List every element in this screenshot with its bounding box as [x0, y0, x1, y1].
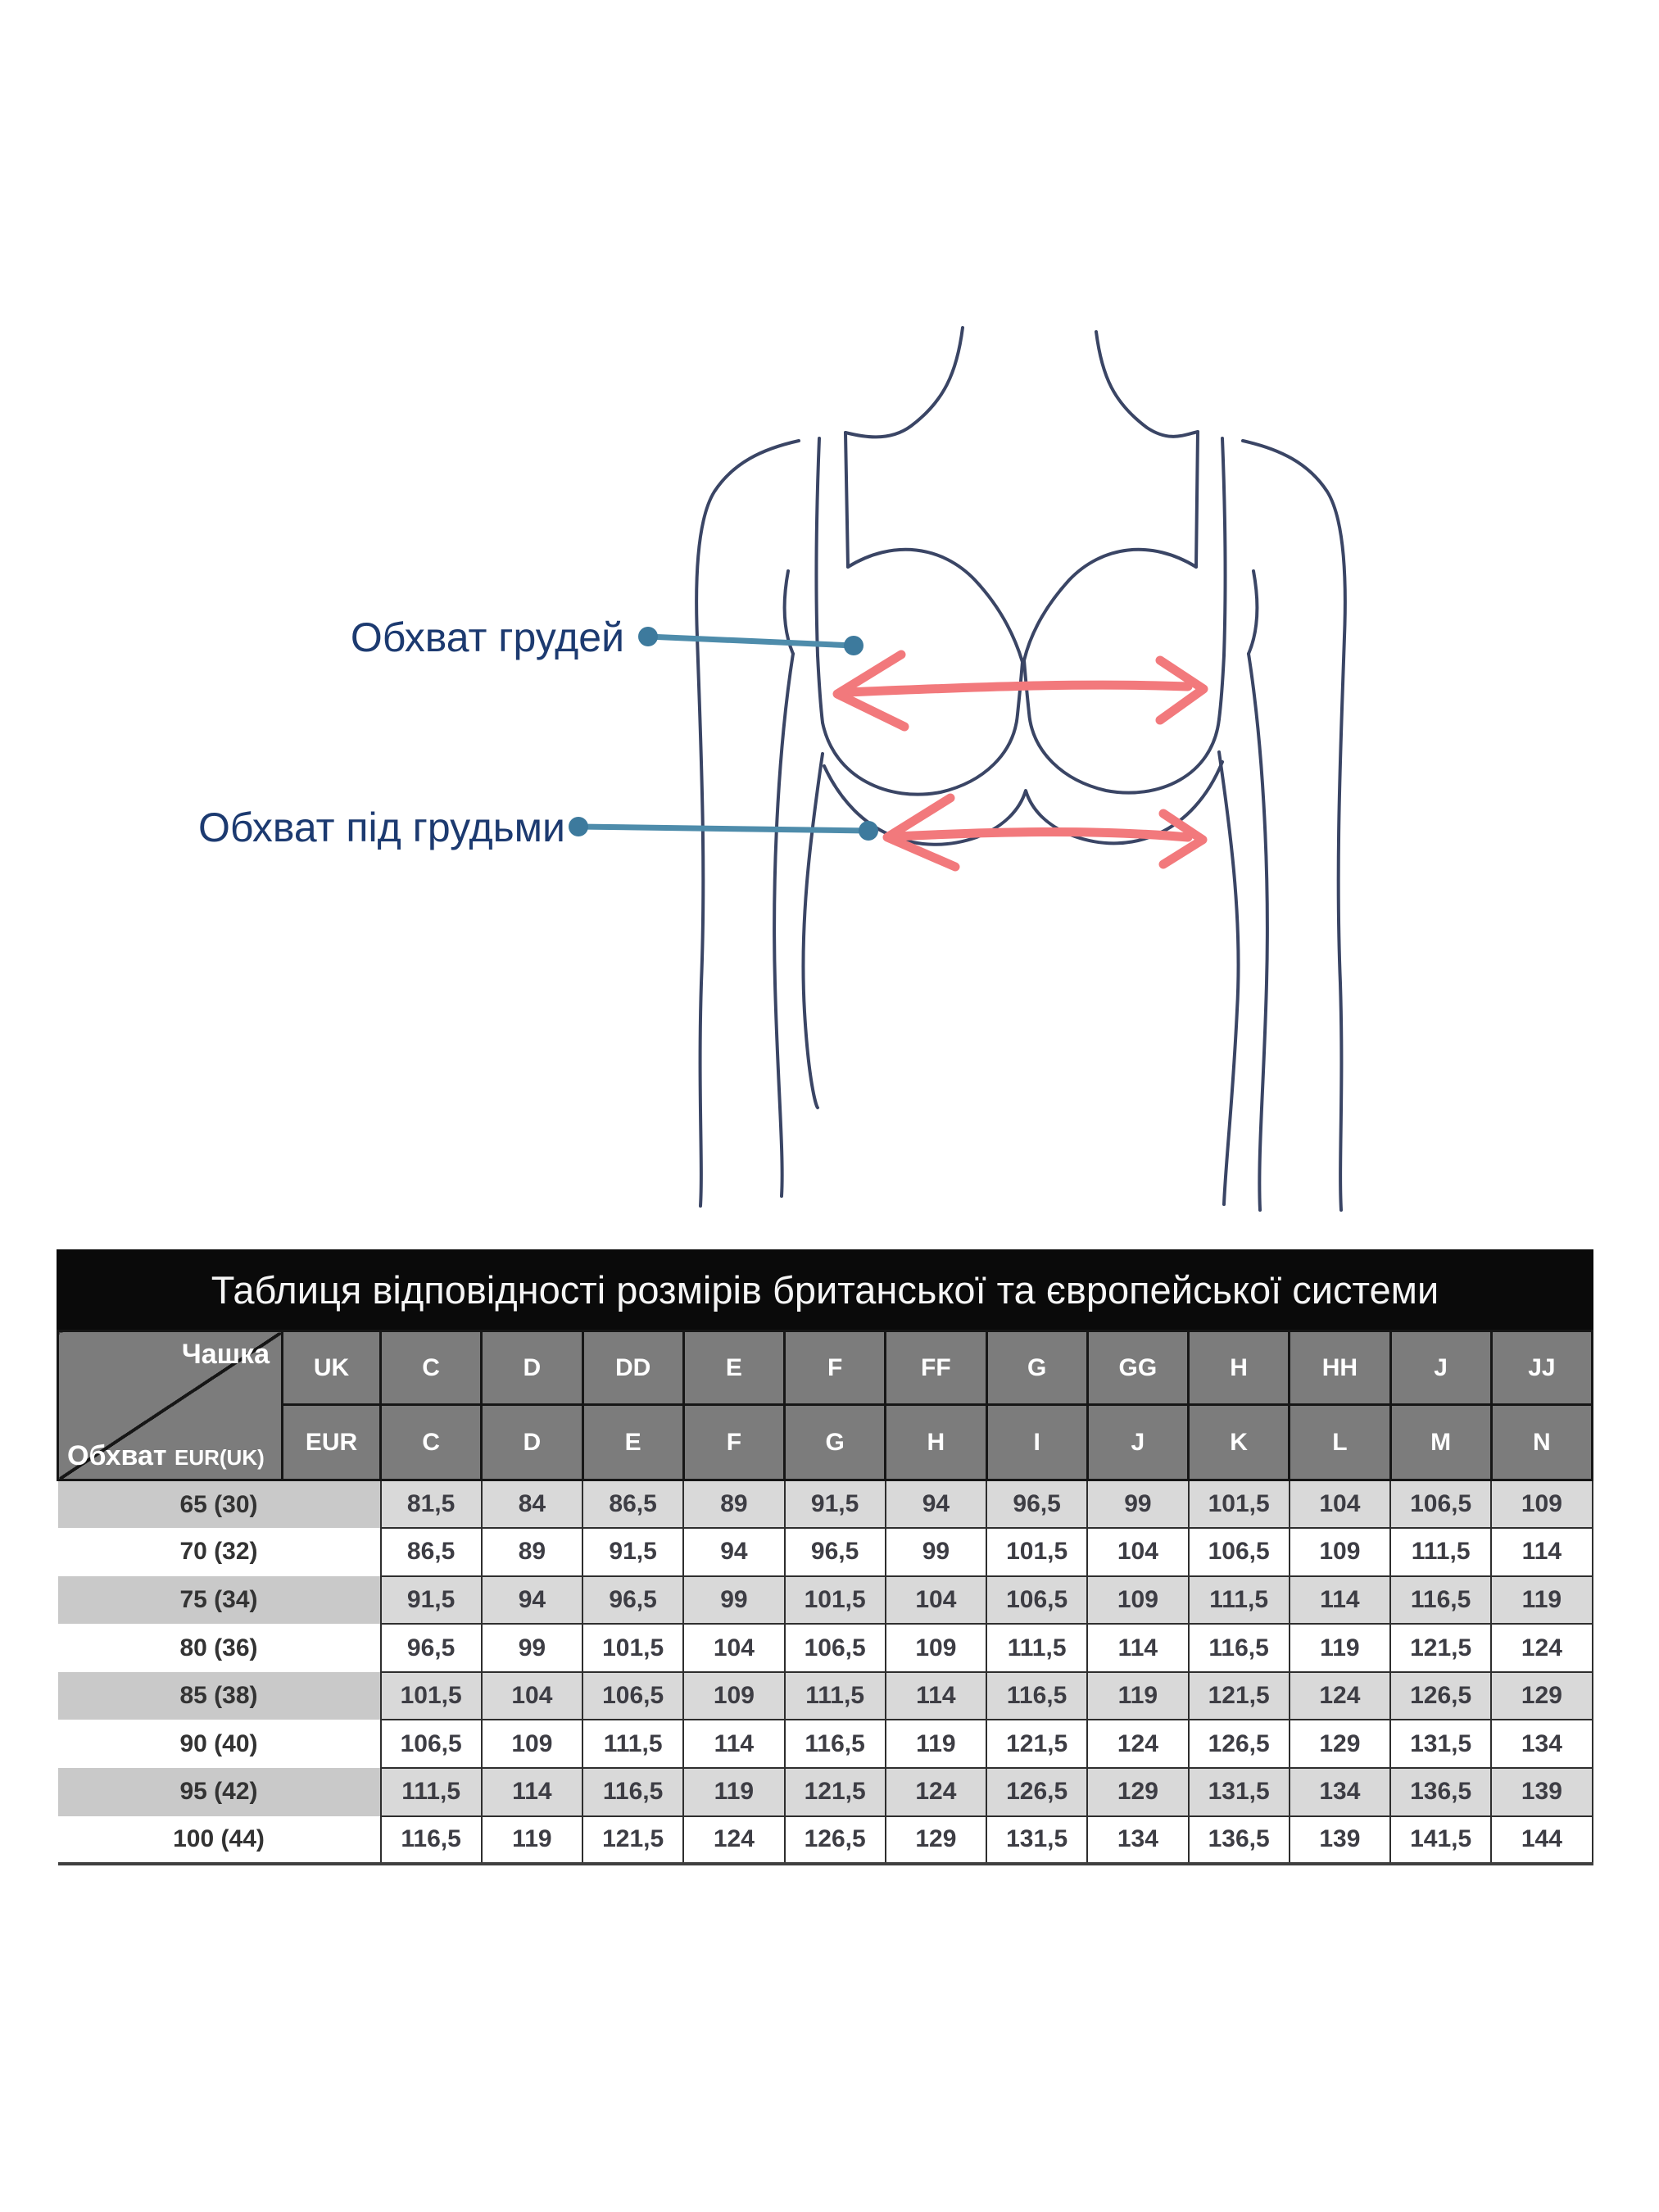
- leader-dot: [569, 817, 588, 836]
- size-row: [58, 1816, 1593, 1865]
- bust-value-cell: 116,5: [1189, 1624, 1290, 1672]
- size-row: [58, 1576, 1593, 1625]
- band-size-cell: 85 (38): [58, 1672, 381, 1720]
- eur-cup-cell: F: [683, 1405, 784, 1480]
- eur-cup-cell: K: [1189, 1405, 1290, 1480]
- bust-value-cell: 91,5: [381, 1576, 482, 1625]
- bust-value-cell: 124: [683, 1816, 784, 1865]
- bust-value-cell: 109: [1290, 1528, 1390, 1576]
- bust-value-cell: 134: [1290, 1768, 1390, 1816]
- eur-cup-cell: M: [1390, 1405, 1491, 1480]
- bust-value-cell: 106,5: [582, 1672, 683, 1720]
- corner-band-label: Обхват EUR(UK): [67, 1440, 265, 1471]
- eur-cup-cell: C: [381, 1405, 482, 1480]
- bust-value-cell: 101,5: [1189, 1480, 1290, 1529]
- torso-outline-drawing: [696, 328, 1345, 1210]
- size-row: [58, 1480, 1593, 1529]
- leader-dot: [638, 627, 658, 646]
- bust-value-cell: 134: [1491, 1720, 1592, 1768]
- bust-value-cell: 131,5: [1390, 1720, 1491, 1768]
- bust-value-cell: 94: [886, 1480, 986, 1529]
- bust-value-cell: 84: [482, 1480, 582, 1529]
- bust-value-cell: 124: [1290, 1672, 1390, 1720]
- bust-leader-line: [638, 627, 863, 655]
- band-size-cell: 100 (44): [173, 1824, 265, 1852]
- band-size-cell: 75 (34): [58, 1576, 381, 1625]
- bust-value-cell: 116,5: [582, 1768, 683, 1816]
- bust-value-cell: 96,5: [582, 1576, 683, 1625]
- uk-cup-cell: DD: [582, 1331, 683, 1405]
- bust-value-cell: 106,5: [1189, 1528, 1290, 1576]
- bust-value-cell: 124: [886, 1768, 986, 1816]
- bust-value-cell: 94: [683, 1528, 784, 1576]
- bust-value-cell: 114: [886, 1672, 986, 1720]
- underbust-arrow: [887, 798, 1203, 867]
- bust-value-cell: 126,5: [785, 1816, 886, 1865]
- bust-value-cell: 116,5: [785, 1720, 886, 1768]
- leader-dot: [844, 636, 863, 655]
- eur-cup-cell: J: [1087, 1405, 1188, 1480]
- bust-value-cell: 96,5: [785, 1528, 886, 1576]
- bust-value-cell: 119: [1491, 1576, 1592, 1625]
- bust-value-cell: 86,5: [582, 1480, 683, 1529]
- underbust-leader-line: [569, 817, 878, 841]
- size-table: [57, 1330, 1593, 1865]
- bust-value-cell: 106,5: [785, 1624, 886, 1672]
- bust-value-cell: 104: [1087, 1528, 1188, 1576]
- band-size-cell: 70 (32): [179, 1538, 258, 1566]
- bust-value-cell: 129: [1087, 1768, 1188, 1816]
- uk-cup-cell: D: [482, 1331, 582, 1405]
- eur-system-header: EUR: [283, 1405, 381, 1480]
- bust-value-cell: 124: [1491, 1624, 1592, 1672]
- eur-cup-row: [58, 1405, 1593, 1480]
- size-row: [58, 1720, 1593, 1768]
- bust-value-cell: 121,5: [986, 1720, 1087, 1768]
- bust-value-cell: 81,5: [381, 1480, 482, 1529]
- bust-value-cell: 131,5: [986, 1816, 1087, 1865]
- size-row: [58, 1768, 1593, 1816]
- bust-value-cell: 109: [683, 1672, 784, 1720]
- bust-value-cell: 121,5: [785, 1768, 886, 1816]
- bust-value-cell: 109: [482, 1720, 582, 1768]
- bust-value-cell: 129: [886, 1816, 986, 1865]
- bust-value-cell: 89: [683, 1480, 784, 1529]
- bust-value-cell: 106,5: [1390, 1480, 1491, 1529]
- bust-value-cell: 101,5: [785, 1576, 886, 1625]
- bust-value-cell: 121,5: [582, 1816, 683, 1865]
- uk-cup-row: [58, 1331, 1593, 1405]
- uk-cup-cell: GG: [1087, 1331, 1188, 1405]
- eur-cup-cell: H: [886, 1405, 986, 1480]
- uk-cup-cell: HH: [1290, 1331, 1390, 1405]
- bust-value-cell: 94: [482, 1576, 582, 1625]
- band-size-cell: 90 (40): [179, 1729, 258, 1757]
- bust-value-cell: 114: [1290, 1576, 1390, 1625]
- bust-value-cell: 116,5: [1390, 1576, 1491, 1625]
- bust-value-cell: 96,5: [381, 1624, 482, 1672]
- size-row: [58, 1672, 1593, 1720]
- bust-value-cell: 141,5: [1390, 1816, 1491, 1865]
- bust-value-cell: 139: [1290, 1816, 1390, 1865]
- bust-value-cell: 119: [683, 1768, 784, 1816]
- bust-value-cell: 136,5: [1189, 1816, 1290, 1865]
- band-size-cell: 80 (36): [179, 1634, 258, 1661]
- bust-value-cell: 91,5: [785, 1480, 886, 1529]
- bust-value-cell: 99: [886, 1528, 986, 1576]
- uk-cup-cell: JJ: [1491, 1331, 1592, 1405]
- corner-cell: [58, 1331, 283, 1480]
- bust-value-cell: 101,5: [986, 1528, 1087, 1576]
- bust-value-cell: 121,5: [1189, 1672, 1290, 1720]
- bust-value-cell: 119: [482, 1816, 582, 1865]
- bust-value-cell: 99: [1087, 1480, 1188, 1529]
- underbust-label: Обхват під грудьми: [198, 805, 565, 850]
- band-size-cell: 65 (30): [58, 1480, 381, 1529]
- bust-value-cell: 104: [1290, 1480, 1390, 1529]
- eur-cup-cell: E: [582, 1405, 683, 1480]
- corner-cup-label: Чашка: [181, 1339, 270, 1370]
- bust-value-cell: 114: [1087, 1624, 1188, 1672]
- eur-cup-cell: N: [1491, 1405, 1592, 1480]
- bust-value-cell: 109: [886, 1624, 986, 1672]
- bust-value-cell: 101,5: [381, 1672, 482, 1720]
- bust-value-cell: 114: [683, 1720, 784, 1768]
- bust-value-cell: 109: [1087, 1576, 1188, 1625]
- uk-cup-cell: F: [785, 1331, 886, 1405]
- bust-value-cell: 111,5: [1390, 1528, 1491, 1576]
- bust-value-cell: 99: [482, 1624, 582, 1672]
- bust-value-cell: 111,5: [582, 1720, 683, 1768]
- bust-value-cell: 101,5: [582, 1624, 683, 1672]
- bust-value-cell: 129: [1491, 1672, 1592, 1720]
- bust-value-cell: 126,5: [1390, 1672, 1491, 1720]
- size-table-section: [57, 1249, 1593, 1865]
- eur-cup-cell: D: [482, 1405, 582, 1480]
- size-row: [58, 1624, 1593, 1672]
- bust-value-cell: 104: [683, 1624, 784, 1672]
- leader-dot: [859, 821, 878, 841]
- bust-value-cell: 89: [482, 1528, 582, 1576]
- bust-value-cell: 104: [886, 1576, 986, 1625]
- bust-value-cell: 144: [1491, 1816, 1592, 1865]
- bust-value-cell: 111,5: [1189, 1576, 1290, 1625]
- uk-cup-cell: FF: [886, 1331, 986, 1405]
- bust-value-cell: 99: [683, 1576, 784, 1625]
- uk-cup-cell: C: [381, 1331, 482, 1405]
- bust-value-cell: 114: [1491, 1528, 1592, 1576]
- bust-value-cell: 91,5: [582, 1528, 683, 1576]
- bust-value-cell: 119: [886, 1720, 986, 1768]
- uk-cup-cell: H: [1189, 1331, 1290, 1405]
- bust-value-cell: 96,5: [986, 1480, 1087, 1529]
- table-title: Таблиця відповідності розмірів британської та європейської системи: [57, 1249, 1593, 1330]
- eur-cup-cell: L: [1290, 1405, 1390, 1480]
- bust-value-cell: 111,5: [986, 1624, 1087, 1672]
- bust-value-cell: 126,5: [1189, 1720, 1290, 1768]
- eur-cup-cell: G: [785, 1405, 886, 1480]
- bust-value-cell: 131,5: [1189, 1768, 1290, 1816]
- bust-value-cell: 119: [1290, 1624, 1390, 1672]
- bust-value-cell: 86,5: [381, 1528, 482, 1576]
- bust-value-cell: 111,5: [785, 1672, 886, 1720]
- bust-value-cell: 116,5: [986, 1672, 1087, 1720]
- bust-value-cell: 106,5: [381, 1720, 482, 1768]
- uk-cup-cell: J: [1390, 1331, 1491, 1405]
- bust-value-cell: 109: [1491, 1480, 1592, 1529]
- bust-value-cell: 124: [1087, 1720, 1188, 1768]
- bust-value-cell: 104: [482, 1672, 582, 1720]
- bust-value-cell: 116,5: [381, 1816, 482, 1865]
- bust-value-cell: 106,5: [986, 1576, 1087, 1625]
- bust-label: Обхват грудей: [350, 614, 624, 660]
- bust-value-cell: 111,5: [381, 1768, 482, 1816]
- bust-value-cell: 136,5: [1390, 1768, 1491, 1816]
- bust-value-cell: 121,5: [1390, 1624, 1491, 1672]
- bust-value-cell: 129: [1290, 1720, 1390, 1768]
- bust-value-cell: 119: [1087, 1672, 1188, 1720]
- bust-value-cell: 139: [1491, 1768, 1592, 1816]
- uk-cup-cell: G: [986, 1331, 1087, 1405]
- bust-value-cell: 134: [1087, 1816, 1188, 1865]
- band-size-cell: 95 (42): [58, 1768, 381, 1816]
- bust-value-cell: 114: [482, 1768, 582, 1816]
- uk-system-header: UK: [283, 1331, 381, 1405]
- size-row: [58, 1528, 1593, 1576]
- uk-cup-cell: E: [683, 1331, 784, 1405]
- bust-value-cell: 126,5: [986, 1768, 1087, 1816]
- eur-cup-cell: I: [986, 1405, 1087, 1480]
- size-table-body: [58, 1480, 1593, 1865]
